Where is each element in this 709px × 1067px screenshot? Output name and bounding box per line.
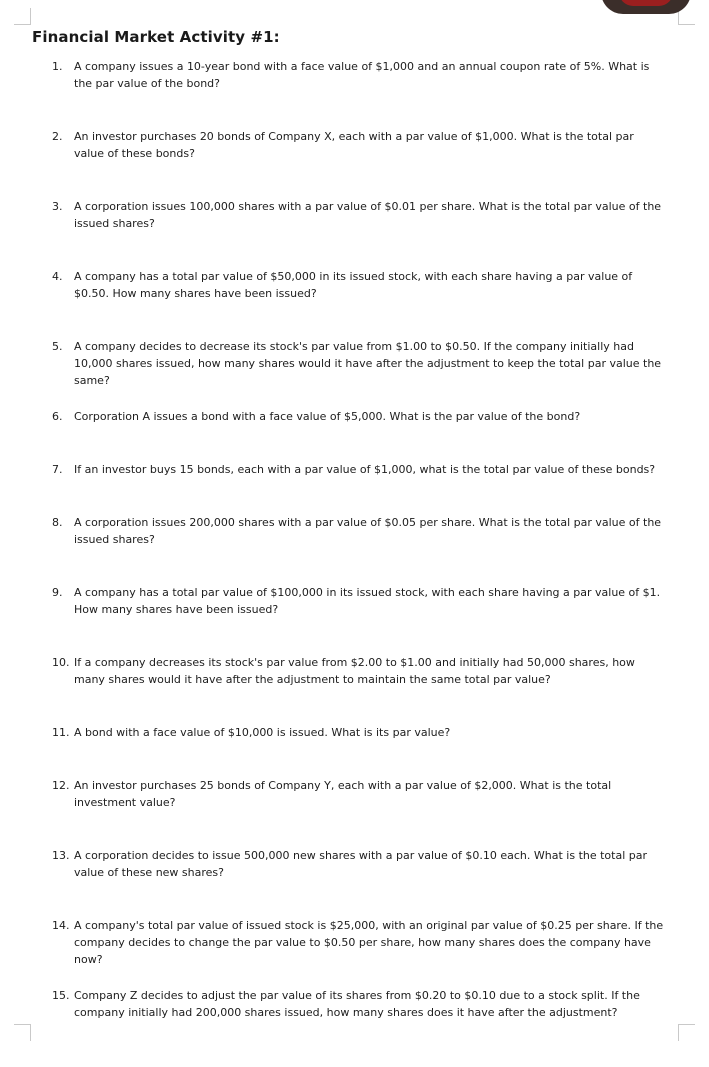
question-item [52, 987, 664, 1021]
crop-mark-bottom-right [678, 1024, 695, 1041]
question-text: If an investor buys 15 bonds, each with a par value of $1,000, what is the total par value of these bonds? [74, 463, 656, 476]
question-item [52, 461, 664, 478]
question-text: A company's total par value of issued stock is $25,000, with an original par value of $0.25 per share. If the company decides to change the par value to $0.50 per share, how many shares does the company have now? [74, 919, 664, 966]
question-number: 10. [52, 656, 70, 669]
question-item [52, 724, 664, 741]
question-number: 8. [52, 516, 63, 529]
page-title: Financial Market Activity #1: [32, 28, 280, 46]
crop-mark-top-left [14, 8, 31, 25]
question-item [52, 268, 664, 302]
question-text: A corporation decides to issue 500,000 new shares with a par value of $0.10 each. What is the total par value of these new shares? [74, 849, 648, 879]
question-text: An investor purchases 25 bonds of Company Y, each with a par value of $2,000. What is the total investment value? [74, 779, 612, 809]
question-text: Company Z decides to adjust the par value of its shares from $0.20 to $0.10 due to a stock split. If the company initially had 200,000 shares issued, how many shares does it have after the adjustment? [74, 989, 640, 1019]
question-text: A company has a total par value of $50,000 in its issued stock, with each share having a par value of $0.50. How many shares have been issued? [74, 270, 633, 300]
question-number: 12. [52, 779, 70, 792]
question-text: A company issues a 10-year bond with a face value of $1,000 and an annual coupon rate of 5%. What is the par value of the bond? [74, 60, 650, 90]
question-item [52, 514, 664, 548]
question-text: Corporation A issues a bond with a face value of $5,000. What is the par value of the bond? [74, 410, 581, 423]
question-text: A corporation issues 100,000 shares with a par value of $0.01 per share. What is the total par value of the issued shares? [74, 200, 662, 230]
question-number: 14. [52, 919, 70, 932]
question-number: 11. [52, 726, 70, 739]
decorative-header-graphic [601, 0, 691, 14]
question-item [52, 408, 664, 425]
question-number: 7. [52, 463, 63, 476]
question-number: 1. [52, 60, 63, 73]
question-text: An investor purchases 20 bonds of Company X, each with a par value of $1,000. What is the total par value of these bonds? [74, 130, 634, 160]
crop-mark-bottom-left [14, 1024, 31, 1041]
question-number: 5. [52, 340, 63, 353]
question-item [52, 128, 664, 162]
question-text: A corporation issues 200,000 shares with a par value of $0.05 per share. What is the total par value of the issued shares? [74, 516, 662, 546]
decorative-header-graphic-inner [619, 0, 673, 6]
question-number: 9. [52, 586, 63, 599]
question-text: A company decides to decrease its stock's par value from $1.00 to $0.50. If the company initially had 10,000 shares issued, how many shares would it have after the adjustment to keep the total par value the same? [74, 340, 662, 387]
question-item [52, 777, 664, 811]
question-item [52, 338, 664, 389]
question-text: If a company decreases its stock's par value from $2.00 to $1.00 and initially had 50,000 shares, how many shares would it have after the adjustment to maintain the same total par value? [74, 656, 635, 686]
question-number: 15. [52, 989, 70, 1002]
question-item [52, 847, 664, 881]
question-text: A bond with a face value of $10,000 is issued. What is its par value? [74, 726, 451, 739]
question-text: A company has a total par value of $100,000 in its issued stock, with each share having a par value of $1. How many shares have been issued? [74, 586, 661, 616]
question-item [52, 917, 664, 968]
question-number: 2. [52, 130, 63, 143]
question-item [52, 584, 664, 618]
question-item [52, 58, 664, 92]
question-number: 3. [52, 200, 63, 213]
question-item [52, 198, 664, 232]
question-number: 13. [52, 849, 70, 862]
question-number: 6. [52, 410, 63, 423]
question-number: 4. [52, 270, 63, 283]
question-item [52, 654, 664, 688]
